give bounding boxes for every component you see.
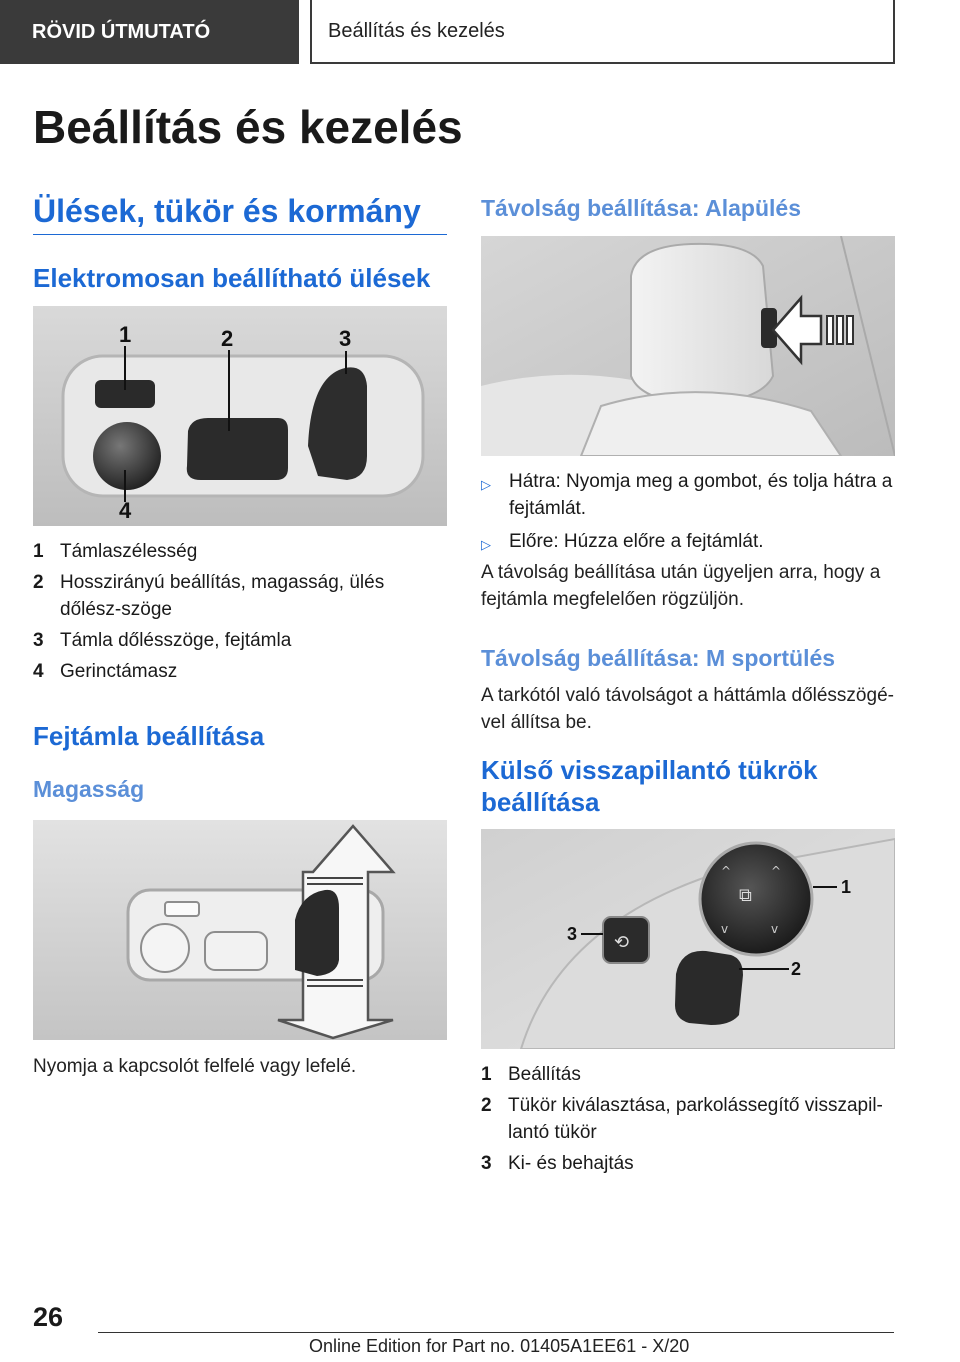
heading-electric-seats: Elektromosan beállítható ülések xyxy=(33,263,431,293)
seat-callout-4: 4 xyxy=(119,498,132,523)
triangle-bullet-icon: ▷ xyxy=(481,537,491,552)
headrest-distance-image xyxy=(481,236,895,456)
footer-edition: Online Edition for Part no. 01405A1EE61 - X/20 xyxy=(309,1336,690,1356)
page-title: Beállítás és kezelés xyxy=(33,101,463,153)
section-heading-seats-mirror: Ülések, tükör és kormány xyxy=(33,193,421,229)
list-item: 1 Beállítás xyxy=(481,1064,581,1085)
mirror-callout-2: 2 xyxy=(791,959,802,979)
height-instruction: Nyomja a kapcsolót felfelé vagy lefelé. xyxy=(33,1056,357,1077)
svg-text:^: ^ xyxy=(771,864,782,878)
list-item: 1 Támlaszélesség xyxy=(33,541,198,562)
seat-callout-2: 2 xyxy=(221,326,234,351)
header-section-label: RÖVID ÚTMUTATÓ xyxy=(32,20,211,43)
list-item: 3 Ki- és behajtás xyxy=(481,1153,634,1174)
mirror-controls-image xyxy=(481,829,895,1049)
distance-note: A távolság beállítása után ügyeljen arra, hogy a fejtámla megfelelően rögzüljön. xyxy=(481,562,881,610)
list-item: ▷ Hátra: Nyomja meg a gombot, és tolja hátra a fejtámlát. xyxy=(481,468,895,522)
header-section-tab xyxy=(0,0,299,64)
footer-rule xyxy=(98,1332,894,1333)
seat-controls-image xyxy=(33,306,447,526)
heading-distance-basic: Távolság beállítása: Alapülés xyxy=(481,195,801,221)
section-rule xyxy=(33,234,447,235)
heading-headrest: Fejtámla beállítása xyxy=(33,721,265,751)
list-item: 2 Tükör kiválasztása, parkolássegítő visszapil-lantó tükör xyxy=(481,1095,883,1143)
list-item: 4 Gerinctámasz xyxy=(33,661,178,682)
header-chapter-tab xyxy=(310,0,895,64)
list-item: 3 Támla dőlésszöge, fejtámla xyxy=(33,630,292,651)
svg-text:⟲: ⟲ xyxy=(614,932,630,953)
page-number: 26 xyxy=(33,1302,64,1332)
heading-height: Magasság xyxy=(33,776,145,802)
list-item: 2 Hosszirányú beállítás, magasság, ülés dőlész-szöge xyxy=(33,572,385,620)
mirror-callout-1: 1 xyxy=(841,877,852,897)
svg-text:v: v xyxy=(721,922,729,936)
svg-text:^: ^ xyxy=(721,864,732,878)
seat-callout-1: 1 xyxy=(119,322,132,347)
seat-legend-list xyxy=(33,538,447,689)
triangle-bullet-icon: ▷ xyxy=(481,477,491,492)
sport-text: A tarkótól való távolságot a háttámla dőlésszögé-vel állítsa be. xyxy=(481,685,894,733)
headrest-height-image xyxy=(33,820,447,1040)
heading-distance-sport: Távolság beállítása: M sportülés xyxy=(481,645,836,671)
svg-text:v: v xyxy=(771,922,779,936)
mirror-legend-list xyxy=(481,1061,895,1181)
list-item: ▷ Előre: Húzza előre a fejtámlát. xyxy=(481,528,895,558)
distance-bullets xyxy=(481,468,895,564)
header-chapter-label: Beállítás és kezelés xyxy=(328,19,505,42)
seat-callout-3: 3 xyxy=(339,326,352,351)
svg-text:⧉: ⧉ xyxy=(739,885,752,906)
mirror-callout-3: 3 xyxy=(567,924,578,944)
heading-exterior-mirrors: Külső visszapillantó tükrök beállítása xyxy=(481,755,818,817)
